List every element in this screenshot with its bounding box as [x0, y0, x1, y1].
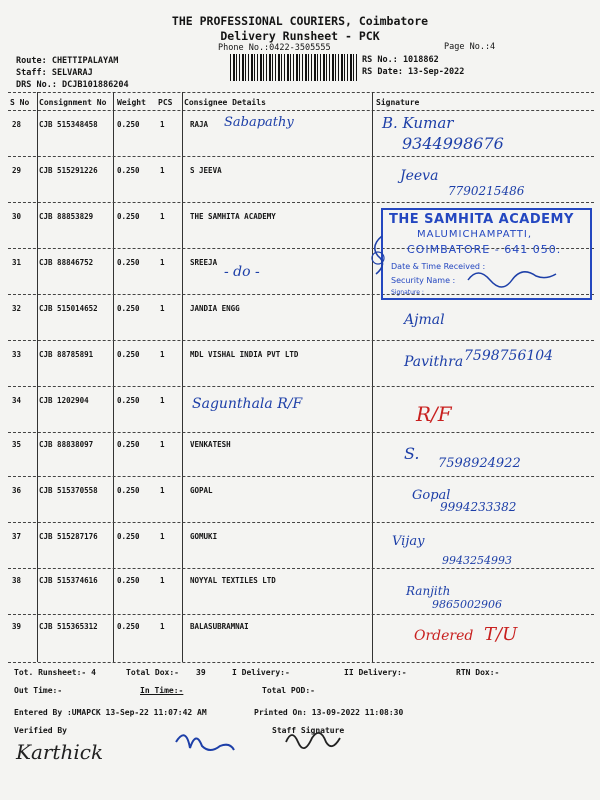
verifier-signature: Karthick: [16, 740, 104, 764]
row-pcs: 1: [160, 486, 165, 495]
row-consignee: NOYYAL TEXTILES LTD: [190, 576, 276, 585]
row-consignment: CJB 515014652: [39, 304, 98, 313]
row-signature: S.: [404, 444, 420, 463]
drs-number: DRS No.: DCJB101886204: [16, 80, 129, 90]
rtn-dox: RTN Dox:-: [456, 668, 500, 677]
row-weight: 0.250: [117, 166, 140, 175]
row-pcs: 1: [160, 622, 165, 631]
col-header-consignment: Consignment No: [39, 98, 107, 107]
row-phone: T/U: [484, 624, 518, 645]
stamp-signature-label: Signature :: [391, 289, 424, 296]
row-signature: Ordered: [414, 628, 474, 644]
row-pcs: 1: [160, 258, 165, 267]
row-consignment: CJB 515374616: [39, 576, 98, 585]
row-consignment: CJB 515365312: [39, 622, 98, 631]
circle-mark: [372, 252, 384, 264]
total-runsheet: Tot. Runsheet:- 4: [14, 668, 96, 677]
row-pcs: 1: [160, 166, 165, 175]
row-sno: 38: [12, 576, 22, 585]
phone-number: Phone No.:0422-3505555: [218, 43, 331, 53]
row-consignment: CJB 515370558: [39, 486, 98, 495]
row-weight: 0.250: [117, 532, 140, 541]
row-sno: 33: [12, 350, 22, 359]
total-dox-value: 39: [196, 668, 206, 677]
row-signature: Gopal: [412, 488, 451, 503]
row-pcs: 1: [160, 120, 165, 129]
printed-on: Printed On: 13-09-2022 11:08:30: [254, 708, 404, 717]
runsheet-title: THE PROFESSIONAL COURIERS, Coimbatore: [171, 14, 429, 28]
row-consignee: VENKATESH: [190, 440, 231, 449]
row-weight: 0.250: [117, 576, 140, 585]
row-consignee: GOMUKI: [190, 532, 218, 541]
row-phone: 7598756104: [464, 348, 554, 364]
total-pod: Total POD:-: [262, 686, 315, 695]
row-phone: 9865002906: [432, 598, 502, 611]
row-signature: Ajmal: [404, 312, 445, 328]
row-weight: 0.250: [117, 304, 140, 313]
staff: Staff: SELVARAJ: [16, 68, 93, 78]
row-pcs: 1: [160, 576, 165, 585]
stamp-name: THE SAMHITA ACADEMY: [389, 212, 574, 227]
row-consignee: GOPAL: [190, 486, 213, 495]
total-dox-label: Total Dox:-: [126, 668, 179, 677]
staff-signature-label: Staff Signature: [272, 726, 345, 735]
ii-delivery: II Delivery:-: [344, 668, 407, 677]
row-pcs: 1: [160, 532, 165, 541]
row-signature: R/F: [416, 402, 452, 426]
row-sno: 30: [12, 212, 22, 221]
row-consignment: CJB 515348458: [39, 120, 98, 129]
row-sno: 32: [12, 304, 22, 313]
row-consignee: MDL VISHAL INDIA PVT LTD: [190, 350, 299, 359]
stamp-date-label: Date & Time Received :: [391, 262, 486, 271]
route: Route: CHETTIPALAYAM: [16, 56, 119, 66]
row-sno: 29: [12, 166, 22, 175]
row-signature: Ranjith: [406, 584, 451, 598]
row-phone: 9344998676: [402, 134, 504, 153]
row-consignee: SREEJA: [190, 258, 218, 267]
row-consignee: JANDIA ENGG: [190, 304, 240, 313]
row-signature: B. Kumar: [382, 114, 454, 132]
row-signature: Jeeva: [400, 168, 439, 184]
out-time: Out Time:-: [14, 686, 63, 695]
i-delivery: I Delivery:-: [232, 668, 290, 677]
row-consignment: CJB 515287176: [39, 532, 98, 541]
col-header-pcs: PCS: [158, 98, 173, 107]
stamp-security-label: Security Name :: [391, 276, 456, 285]
row-sno: 37: [12, 532, 22, 541]
col-header-signature: Signature: [376, 98, 420, 107]
rs-number: RS No.: 1018862: [362, 55, 439, 65]
row-weight: 0.250: [117, 486, 140, 495]
row-handwritten-note: Sabapathy: [224, 115, 294, 130]
rs-date: RS Date: 13-Sep-2022: [362, 67, 465, 77]
row-sno: 31: [12, 258, 22, 267]
stamp-signature-scrawl: [468, 272, 556, 287]
row-consignment: CJB 515291226: [39, 166, 98, 175]
row-pcs: 1: [160, 304, 165, 313]
row-consignee: S JEEVA: [190, 166, 222, 175]
verified-by-label: Verified By: [14, 726, 67, 735]
row-consignee: BALASUBRAMNAI: [190, 622, 249, 631]
row-pcs: 1: [160, 212, 165, 221]
row-sno: 39: [12, 622, 22, 631]
col-header-sno: S No: [10, 98, 30, 107]
row-phone: 7790215486: [448, 184, 525, 198]
bracket-mark: [375, 236, 383, 274]
staff-signature-scrawl: [286, 733, 340, 748]
middle-signature-scrawl: [176, 735, 234, 750]
row-signature: Pavithra: [404, 354, 464, 370]
row-handwritten-note: Sagunthala R/F: [192, 396, 303, 412]
row-consignee: RAJA: [190, 120, 209, 129]
in-time: In Time:-: [140, 686, 184, 695]
stamp-place: MALUMICHAMPATTI,: [417, 229, 533, 240]
row-consignment: CJB 88838097: [39, 440, 94, 449]
row-consignee: THE SAMHITA ACADEMY: [190, 212, 276, 221]
row-signature: Vijay: [392, 534, 425, 549]
row-phone: 9994233382: [440, 500, 517, 514]
row-phone: 9943254993: [442, 554, 512, 567]
row-pcs: 1: [160, 440, 165, 449]
row-weight: 0.250: [117, 120, 140, 129]
row-weight: 0.250: [117, 350, 140, 359]
row-consignment: CJB 88853829: [39, 212, 94, 221]
row-weight: 0.250: [117, 440, 140, 449]
row-pcs: 1: [160, 350, 165, 359]
col-header-consignee: Consignee Details: [184, 98, 266, 107]
row-consignment: CJB 88785891: [39, 350, 94, 359]
row-sno: 36: [12, 486, 22, 495]
entered-by: Entered By :UMAPCK 13-Sep-22 11:07:42 AM: [14, 708, 207, 717]
row-sno: 34: [12, 396, 22, 405]
row-weight: 0.250: [117, 396, 140, 405]
row-weight: 0.250: [117, 212, 140, 221]
row-handwritten-note: - do -: [224, 264, 260, 280]
row-consignment: CJB 88846752: [39, 258, 94, 267]
col-header-weight: Weight: [117, 98, 146, 107]
row-sno: 28: [12, 120, 22, 129]
row-weight: 0.250: [117, 258, 140, 267]
runsheet-subtitle: Delivery Runsheet - PCK: [220, 29, 380, 43]
row-consignment: CJB 1202904: [39, 396, 89, 405]
row-pcs: 1: [160, 396, 165, 405]
stamp-city: COIMBATORE - 641 050.: [407, 243, 562, 256]
page-number: Page No.:4: [444, 42, 496, 52]
row-phone: 7598924922: [438, 456, 521, 471]
row-weight: 0.250: [117, 622, 140, 631]
row-sno: 35: [12, 440, 22, 449]
